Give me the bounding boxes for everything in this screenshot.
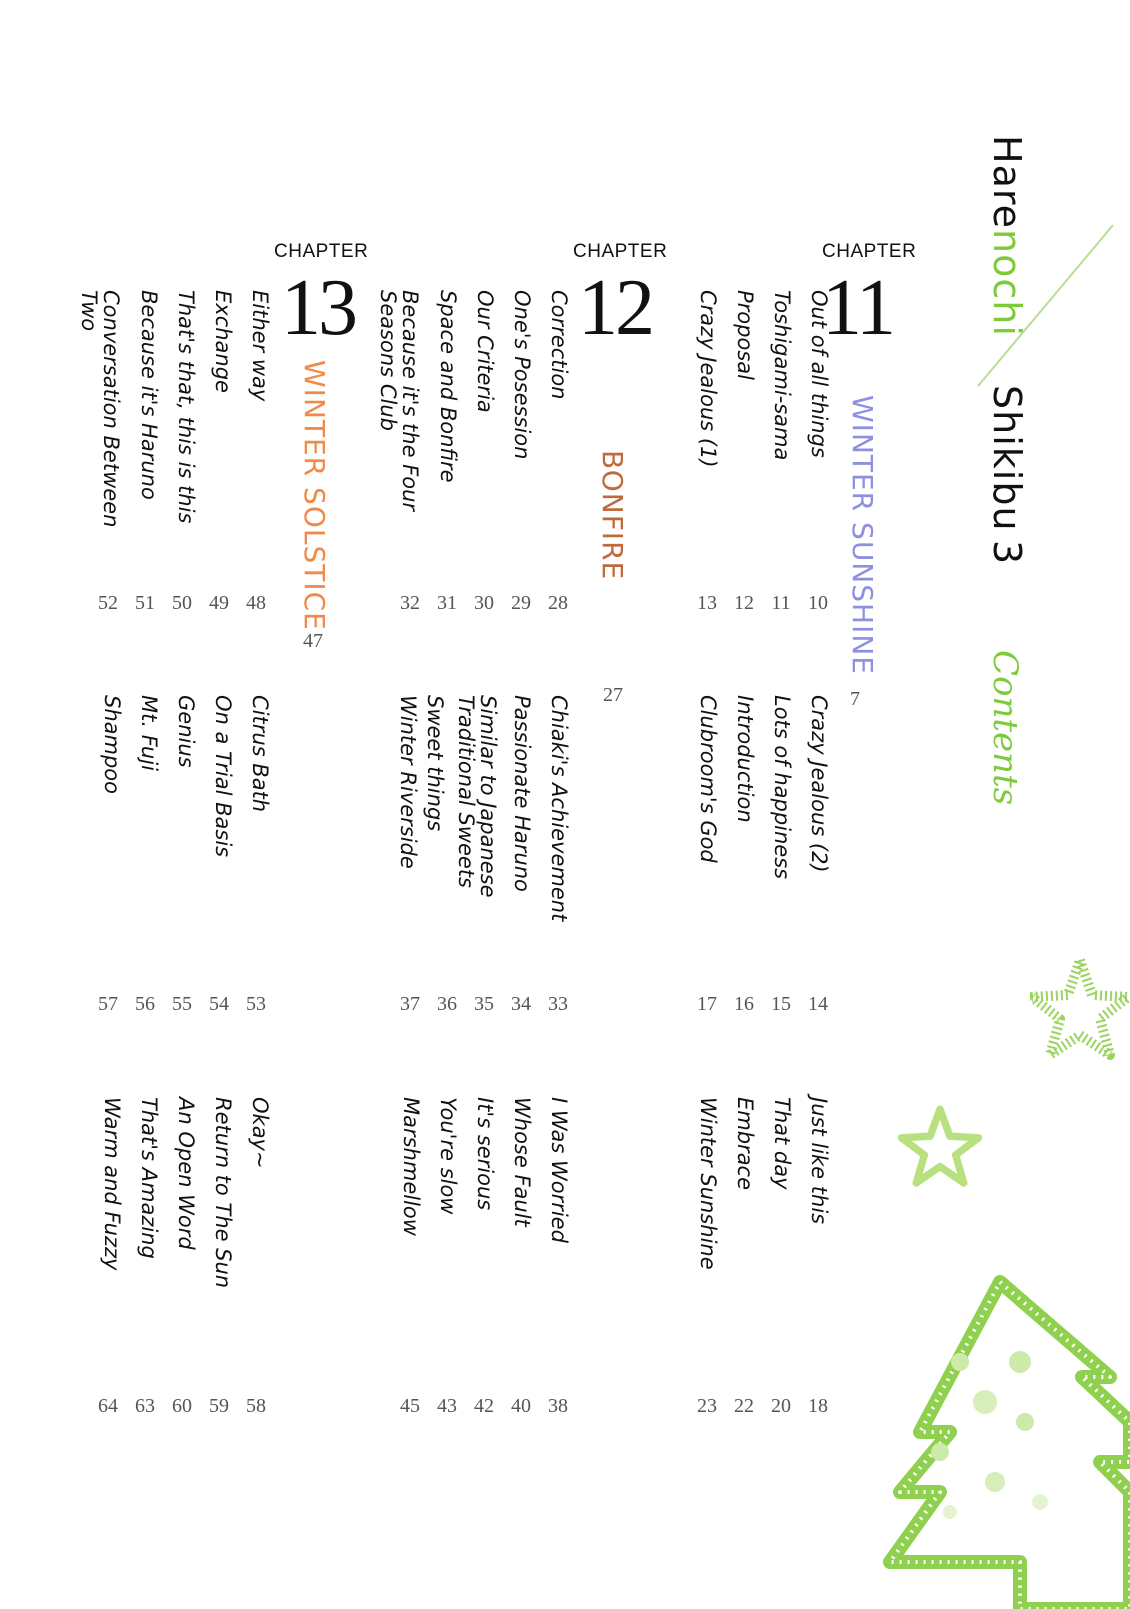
ch13-page-13: 60	[172, 1395, 192, 1417]
chapter-13-label: CHAPTER	[274, 241, 369, 262]
ch11-page-7: 16	[734, 993, 754, 1015]
ch11-title-11[interactable]: Embrace	[733, 1097, 757, 1191]
ch12-page-15: 45	[400, 1395, 420, 1417]
ch13-title-12[interactable]: Return to The Sun	[211, 1097, 235, 1289]
ch12-page-13: 42	[474, 1395, 494, 1417]
star-icon	[898, 1105, 982, 1187]
chapter-11-subtitle-page: 7	[850, 688, 860, 710]
ch13-page-3: 50	[172, 592, 192, 614]
ch12-page-9: 36	[437, 993, 457, 1015]
ch11-title-3[interactable]: Proposal	[733, 290, 757, 380]
contents-label: Contents	[985, 650, 1025, 806]
ch12-page-11: 38	[548, 1395, 568, 1417]
book-title	[985, 135, 1029, 337]
ch12-page-2: 29	[511, 592, 531, 614]
ch13-title-15[interactable]: Warm and Fuzzy	[100, 1097, 124, 1271]
chapter-11-label: CHAPTER	[822, 241, 917, 262]
ch13-page-9: 56	[135, 993, 155, 1015]
ch13-page-8: 55	[172, 993, 192, 1015]
ch11-page-10: 20	[771, 1395, 791, 1417]
ch13-title-1[interactable]: Either way	[248, 290, 272, 402]
ch13-title-8[interactable]: Genius	[174, 695, 198, 768]
ch12-title-15[interactable]: Marshmellow	[399, 1097, 423, 1236]
title-hare: Hare	[985, 135, 1029, 230]
ch13-title-14[interactable]: That's Amazing	[137, 1097, 161, 1259]
ch12-title-7[interactable]: Passionate Haruno	[510, 695, 534, 892]
ch11-title-8[interactable]: Clubroom's God	[696, 695, 720, 863]
title-nochi: nochi	[985, 229, 1029, 337]
ch11-title-5[interactable]: Crazy Jealous (2)	[807, 695, 831, 873]
ch12-title-5[interactable]: Because it's the Four Seasons Club	[376, 290, 422, 512]
ch11-title-4[interactable]: Crazy Jealous (1)	[696, 290, 720, 468]
ch13-page-5: 52	[98, 592, 118, 614]
ch11-page-6: 15	[771, 993, 791, 1015]
ch13-title-2[interactable]: Exchange	[211, 290, 235, 393]
chapter-13-number: 13	[281, 264, 355, 352]
ch13-title-7[interactable]: On a Trial Basis	[211, 695, 235, 858]
ch12-title-10[interactable]: Winter Riverside	[396, 695, 420, 869]
volume-number: 3	[985, 540, 1029, 566]
ch13-title-11[interactable]: Okay~	[248, 1097, 272, 1169]
ch11-title-2[interactable]: Toshigami-sama	[770, 290, 794, 461]
ch12-title-12[interactable]: Whose Fault	[510, 1097, 534, 1227]
ch13-title-9[interactable]: Mt. Fuji	[137, 695, 161, 771]
ch11-title-12[interactable]: Winter Sunshine	[696, 1097, 720, 1270]
ch13-page-2: 49	[209, 592, 229, 614]
ch12-title-2[interactable]: One's Posession	[510, 290, 534, 460]
ch12-page-5: 32	[400, 592, 420, 614]
ch12-page-6: 33	[548, 993, 568, 1015]
ch13-page-14: 63	[135, 1395, 155, 1417]
ch12-page-12: 40	[511, 1395, 531, 1417]
ch13-page-7: 54	[209, 993, 229, 1015]
chapter-11-number: 11	[822, 264, 894, 352]
ch11-page-8: 17	[697, 993, 717, 1015]
ch12-page-1: 28	[548, 592, 568, 614]
ch12-title-13[interactable]: It's serious	[473, 1097, 497, 1211]
ch11-title-6[interactable]: Lots of happiness	[770, 695, 794, 880]
star-icon	[1030, 955, 1130, 1065]
ch12-title-1[interactable]: Correction	[547, 290, 571, 400]
ch11-title-9[interactable]: Just like this	[807, 1097, 831, 1225]
ch13-page-1: 48	[246, 592, 266, 614]
ch11-page-5: 14	[808, 993, 828, 1015]
ch13-title-5[interactable]: Conversation Between Two	[77, 290, 123, 528]
ch11-title-1[interactable]: Out of all things	[807, 290, 831, 458]
chapter-13-subtitle: WINTER SOLSTICE	[298, 360, 331, 631]
ch12-page-3: 30	[474, 592, 494, 614]
ch13-title-4[interactable]: Because it's Haruno	[137, 290, 161, 500]
ch13-title-13[interactable]: An Open Word	[174, 1097, 198, 1250]
ch11-page-11: 22	[734, 1395, 754, 1417]
ch13-page-12: 59	[209, 1395, 229, 1417]
ch11-page-3: 12	[734, 592, 754, 614]
ch12-title-14[interactable]: You're slow	[436, 1097, 460, 1215]
chapter-12-subtitle: BONFIRE	[596, 450, 629, 581]
ch13-page-4: 51	[135, 592, 155, 614]
ch12-page-8: 35	[474, 993, 494, 1015]
ch12-page-14: 43	[437, 1395, 457, 1417]
ch11-page-2: 11	[771, 592, 791, 614]
ch13-page-11: 58	[246, 1395, 266, 1417]
ch11-title-7[interactable]: Introduction	[733, 695, 757, 823]
ch13-title-10[interactable]: Shampoo	[100, 695, 124, 794]
ch12-title-6[interactable]: Chiaki's Achievement	[547, 695, 571, 922]
ch11-page-9: 18	[808, 1395, 828, 1417]
ch11-page-1: 10	[808, 592, 828, 614]
ch13-title-6[interactable]: Citrus Bath	[248, 695, 272, 813]
ch12-title-8[interactable]: Similar to Japanese Traditional Sweets	[454, 695, 500, 898]
ch12-page-4: 31	[437, 592, 457, 614]
ch13-page-15: 64	[98, 1395, 118, 1417]
chapter-11-subtitle: WINTER SUNSHINE	[846, 395, 879, 675]
ch13-page-10: 57	[98, 993, 118, 1015]
ch12-title-3[interactable]: Our Criteria	[473, 290, 497, 413]
title-shikibu: Shikibu	[985, 385, 1029, 532]
chapter-12-subtitle-page: 27	[603, 684, 623, 706]
book-title-shikibu	[985, 385, 1029, 532]
ch11-page-12: 23	[697, 1395, 717, 1417]
chapter-12-label: CHAPTER	[573, 241, 668, 262]
chapter-13-subtitle-page: 47	[303, 630, 323, 652]
ch13-page-6: 53	[246, 993, 266, 1015]
ch11-title-10[interactable]: That day	[770, 1097, 794, 1190]
ch12-title-9[interactable]: Sweet things	[423, 695, 447, 832]
ch12-page-7: 34	[511, 993, 531, 1015]
chapter-12-number: 12	[578, 264, 652, 352]
ch12-title-4[interactable]: Space and Bonfire	[436, 290, 460, 483]
christmas-tree-icon	[860, 1262, 1130, 1609]
ch12-title-11[interactable]: I Was Worried	[547, 1097, 571, 1243]
ch13-title-3[interactable]: That's that, this is this	[174, 290, 198, 524]
ch12-page-10: 37	[400, 993, 420, 1015]
ch11-page-4: 13	[697, 592, 717, 614]
